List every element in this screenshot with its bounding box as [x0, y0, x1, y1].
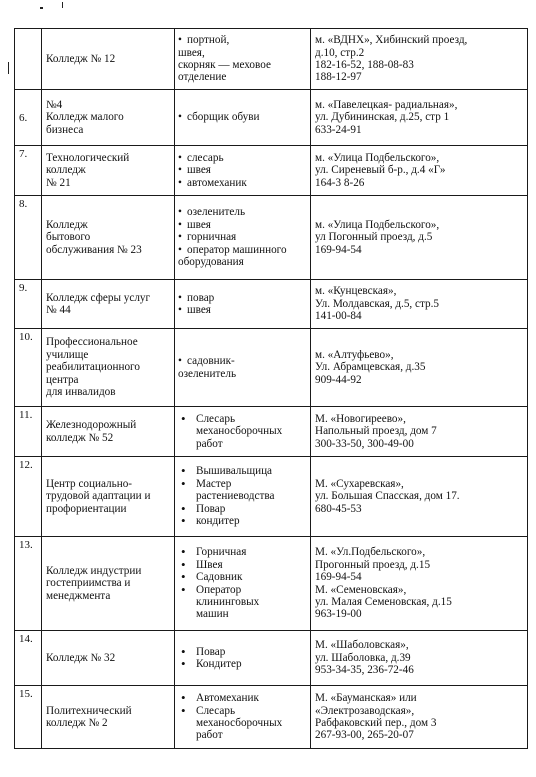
profession-item: • Повар: [178, 646, 307, 658]
professions-cell: [175, 631, 311, 686]
table-row: [15, 457, 528, 537]
table-row: [15, 280, 528, 329]
profession-item: • кондитер: [178, 515, 307, 527]
row-number: 14.: [15, 631, 42, 686]
profession-line: растениеводства: [196, 490, 275, 503]
address-cell: М. «Бауманская» или «Электрозаводская», Рабфаковский пер., дом 3 267-93-00, 265-20-07: [311, 686, 528, 749]
address-cell: м. «ВДНХ», Хибинский проезд, д.10, стр.2 182-16-52, 188-08-83 188-12-97: [311, 29, 528, 90]
table-row: [15, 329, 528, 407]
profession-item: • сборщик обуви: [178, 111, 307, 123]
college-name: Политехнический колледж № 2: [42, 686, 175, 749]
address-cell: м. «Павелецкая- радиальная», ул. Дубининская, д.25, стр 1 633-24-91: [311, 90, 528, 146]
row-number: [15, 29, 42, 90]
professions-cell: [175, 196, 311, 280]
table-row: [15, 146, 528, 196]
address-cell: м. «Улица Подбельского», ул. Сиреневый б-р., д.4 «Г» 164-3 8-26: [311, 146, 528, 196]
college-name: №4 Колледж малого бизнеса: [42, 90, 175, 146]
profession-item: • Оператор: [178, 584, 307, 596]
college-name: Колледж сферы услуг № 44: [42, 280, 175, 329]
row-number: 10.: [15, 329, 42, 407]
college-name: Колледж № 12: [42, 29, 175, 90]
row-number: 15.: [15, 686, 42, 749]
profession-line: швея,: [178, 46, 205, 59]
professions-cell: [175, 457, 311, 537]
row-number: 11.: [15, 407, 42, 457]
address-cell: М. «Сухаревская», ул. Большая Спасская, дом 17. 680-45-53: [311, 457, 528, 537]
profession-item: • Слесарь: [178, 413, 307, 425]
profession-line: оборудования: [178, 256, 244, 269]
address-cell: М. «Шаболовская», ул. Шаболовка, д.39 953-34-35, 236-72-46: [311, 631, 528, 686]
professions-cell: [175, 29, 311, 90]
professions-cell: [175, 90, 311, 146]
row-number: 13.: [15, 537, 42, 631]
row-number: 6.: [15, 90, 42, 146]
profession-item: • Садовник: [178, 571, 307, 583]
address-cell: М. «Новогиреево», Напольный проезд, дом 7 300-33-50, 300-49-00: [311, 407, 528, 457]
profession-line: механосборочных: [196, 717, 283, 729]
college-name: Железнодорожный колледж № 52: [42, 407, 175, 457]
profession-item: • автомеханик: [178, 177, 307, 189]
profession-item: • швея: [178, 219, 307, 231]
profession-item: • садовник-: [178, 355, 307, 367]
college-name: Колледж № 32: [42, 631, 175, 686]
scan-mark: [62, 2, 63, 8]
college-name: Колледж индустрии гостеприимства и менеджмента: [42, 537, 175, 631]
table-row: [15, 686, 528, 749]
professions-cell: [175, 686, 311, 749]
profession-item: • Автомеханик: [178, 692, 307, 704]
profession-item: • Слесарь: [178, 705, 307, 717]
college-name: Технологический колледж № 21: [42, 146, 175, 196]
professions-cell: [175, 280, 311, 329]
profession-line: отделение: [178, 71, 227, 84]
profession-line: работ: [196, 729, 223, 742]
colleges-table: [14, 28, 528, 749]
professions-cell: [175, 407, 311, 457]
row-number: 8.: [15, 196, 42, 280]
address-cell: м. «Улица Подбельского», ул Погонный проезд, д.5 169-94-54: [311, 196, 528, 280]
scan-mark: [8, 62, 9, 74]
address-cell: м. «Алтуфьево», Ул. Абрамцевская, д.35 909-44-92: [311, 329, 528, 407]
profession-item: • Горничная: [178, 546, 307, 558]
profession-item: • Вышивальщица: [178, 465, 307, 477]
address-cell: М. «Ул.Подбельского», Прогонный проезд, д.15 169-94-54 М. «Семеновская», ул. Малая Семеновская, д.15 963-19-00: [311, 537, 528, 631]
row-number: 9.: [15, 280, 42, 329]
profession-item: • повар: [178, 292, 307, 304]
college-name: Профессиональное училище реабилитационного центра для инвалидов: [42, 329, 175, 407]
college-name: Центр социально- трудовой адаптации и профориентации: [42, 457, 175, 537]
row-number: 7.: [15, 146, 42, 196]
college-name: Колледж бытового обслуживания № 23: [42, 196, 175, 280]
professions-cell: [175, 329, 311, 407]
profession-item: • швея: [178, 164, 307, 176]
profession-line: машин: [196, 608, 229, 621]
professions-list: [178, 34, 307, 46]
profession-line: механосборочных: [196, 425, 283, 438]
profession-item: • горничная: [178, 231, 307, 243]
address-cell: м. «Кунцевская», Ул. Молдавская, д.5, стр.5 141-00-84: [311, 280, 528, 329]
profession-line: скорняк — меховое: [178, 59, 271, 71]
profession-item: • Повар: [178, 503, 307, 515]
profession-item: • Швея: [178, 559, 307, 571]
profession-item: • швея: [178, 304, 307, 316]
table-row: [15, 631, 528, 686]
table-row: [15, 407, 528, 457]
professions-cell: [175, 537, 311, 631]
table-row: [15, 537, 528, 631]
profession-line: работ: [196, 437, 223, 450]
profession-item: • слесарь: [178, 152, 307, 164]
row-number: 12.: [15, 457, 42, 537]
table-row: [15, 90, 528, 146]
profession-item: • Кондитер: [178, 658, 307, 670]
profession-item: • Мастер: [178, 478, 307, 490]
profession-line: клининговых: [196, 595, 260, 608]
profession-line: озеленитель: [178, 367, 237, 380]
profession-item: • портной,: [178, 34, 307, 46]
table-row: [15, 29, 528, 90]
professions-cell: [175, 146, 311, 196]
table-row: [15, 196, 528, 280]
profession-item: • озеленитель: [178, 206, 307, 218]
scan-mark: [40, 7, 43, 9]
profession-item: • оператор машинного: [178, 244, 307, 256]
